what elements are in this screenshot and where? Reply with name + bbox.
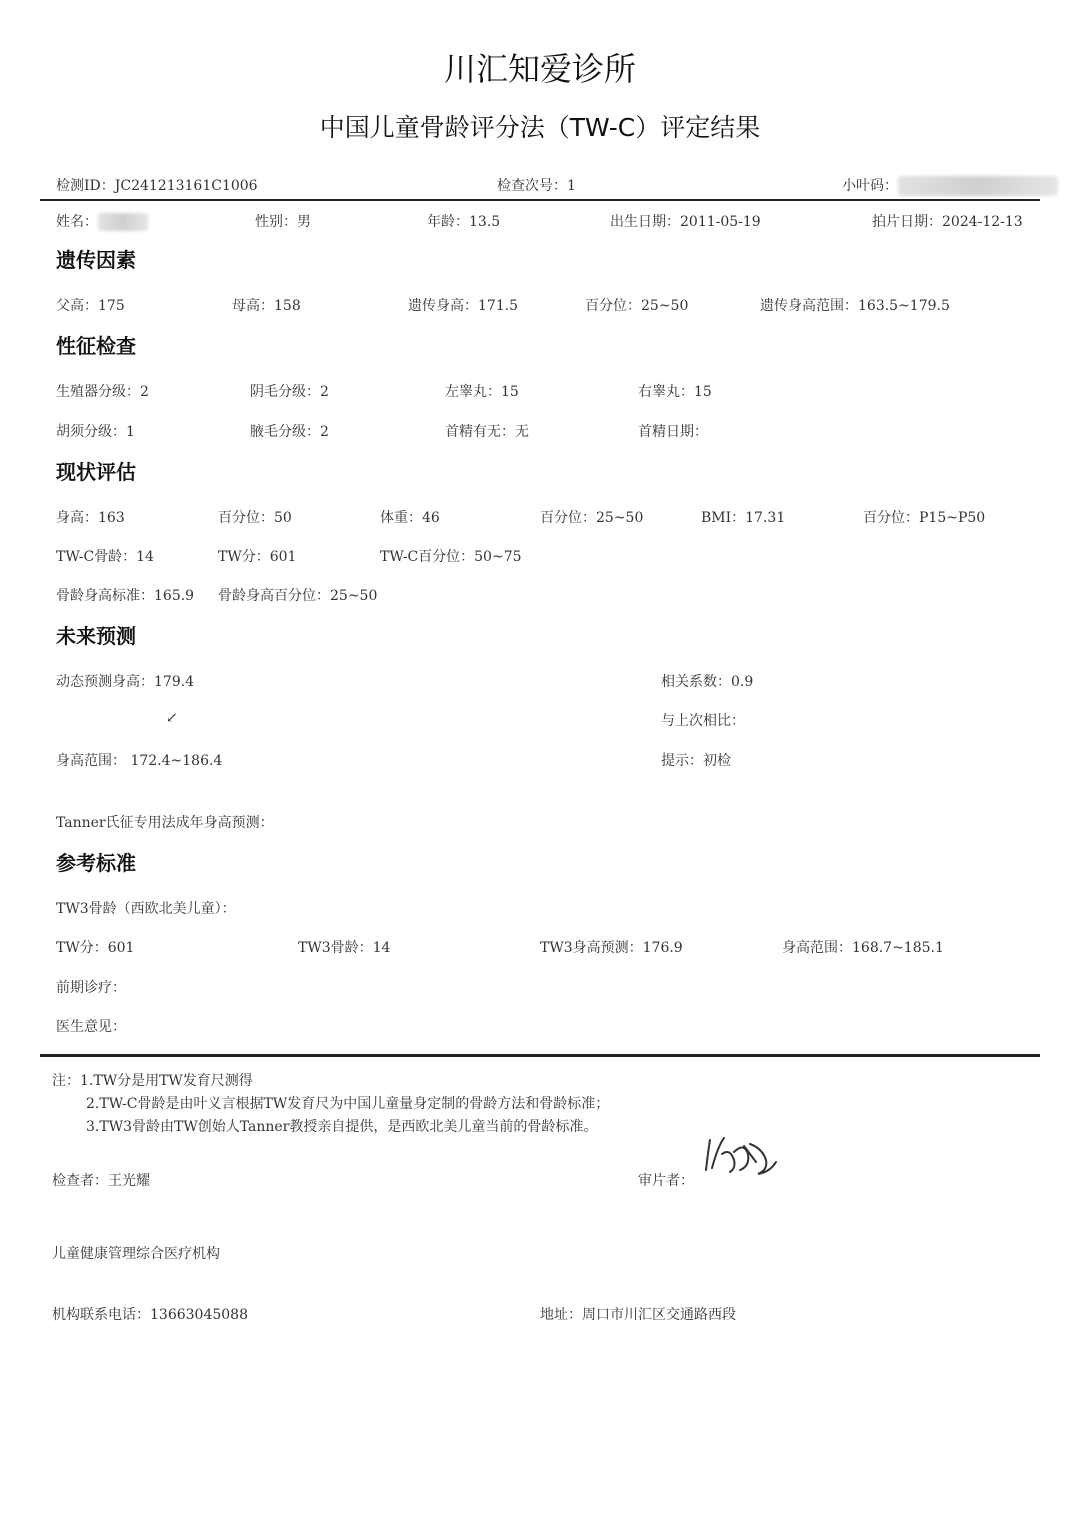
beard-grade: 胡须分级：1 — [56, 424, 135, 440]
genetic-height-range: 遗传身高范围：163.5~179.5 — [760, 298, 950, 314]
mother-height: 母高：158 — [232, 298, 301, 314]
current-heading: 现状评估 — [56, 460, 136, 484]
gender: 性别：男 — [255, 214, 311, 230]
correlation-coefficient: 相关系数：0.9 — [661, 674, 754, 690]
tw3-height-range: 身高范围：168.7~185.1 — [782, 940, 944, 956]
dynamic-predicted-height: 动态预测身高：179.4 — [56, 674, 195, 690]
note-3: 3.TW3骨龄由TW创始人Tanner教授亲自提供，是西欧北美儿童当前的骨龄标准。 — [86, 1119, 598, 1135]
report-title: 中国儿童骨龄评分法（TW-C）评定结果 — [319, 113, 761, 142]
reviewer-label: 审片者： — [638, 1173, 694, 1189]
note-1: 注：1.TW分是用TW发育尺测得 — [52, 1073, 253, 1089]
bmi-percentile: 百分位：P15~P50 — [863, 510, 986, 526]
twc-percentile: TW-C百分位：50~75 — [380, 549, 522, 565]
doctor-opinion: 医生意见： — [56, 1019, 126, 1035]
sexual-heading: 性征检查 — [56, 334, 136, 358]
twc-bone-age: TW-C骨龄：14 — [56, 549, 154, 565]
tw3-height-prediction: TW3身高预测：176.9 — [540, 940, 683, 956]
axillary-grade: 腋毛分级：2 — [250, 424, 329, 440]
reference-heading: 参考标准 — [56, 851, 136, 875]
age: 年龄：13.5 — [427, 214, 501, 230]
predicted-height-range: 身高范围： 172.4~186.4 — [56, 753, 223, 769]
genetic-heading: 遗传因素 — [56, 248, 136, 272]
height-percentile: 百分位：50 — [218, 510, 292, 526]
note-2: 2.TW-C骨龄是由叶义言根据TW发育尺为中国儿童量身定制的骨龄方法和骨龄标准； — [86, 1096, 610, 1112]
right-testis: 右睾丸：15 — [638, 384, 712, 400]
address: 地址：周口市川汇区交通路西段 — [540, 1307, 736, 1323]
contact-phone: 机构联系电话：13663045088 — [52, 1307, 248, 1323]
bone-height-standard: 骨龄身高标准：165.9 — [56, 588, 195, 604]
header-divider — [40, 199, 1040, 201]
prior-treatment: 前期诊疗： — [56, 980, 126, 996]
compare-last: 与上次相比： — [661, 713, 745, 729]
pubic-grade: 阴毛分级：2 — [250, 384, 329, 400]
tw3-title: TW3骨龄（西欧北美儿童）： — [56, 901, 236, 917]
shot-date: 拍片日期：2024-12-13 — [872, 214, 1023, 230]
bone-height-percentile: 骨龄身高百分位：25~50 — [218, 588, 378, 604]
institution-name: 儿童健康管理综合医疗机构 — [52, 1246, 220, 1262]
name-label: 姓名： — [56, 214, 98, 230]
height: 身高：163 — [56, 510, 125, 526]
weight: 体重：46 — [380, 510, 440, 526]
examiner: 检查者：王光耀 — [52, 1173, 150, 1189]
ref-tw-score: TW分：601 — [56, 940, 135, 956]
first-emission-date: 首精日期： — [638, 424, 708, 440]
tw-score: TW分：601 — [218, 549, 297, 565]
redacted-code — [898, 176, 1058, 196]
tw3-bone-age: TW3骨龄：14 — [298, 940, 391, 956]
check-count: 检查次号：1 — [497, 178, 576, 194]
bmi: BMI：17.31 — [701, 510, 786, 526]
clinic-name: 川汇知爱诊所 — [443, 50, 636, 88]
prediction-hint: 提示：初检 — [661, 753, 731, 769]
redacted-name — [98, 213, 148, 231]
first-emission: 首精有无：无 — [445, 424, 529, 440]
name-field — [56, 211, 148, 231]
trend-arrow-icon: ↙ — [166, 710, 178, 726]
genetic-percentile: 百分位：25~50 — [585, 298, 689, 314]
test-id: 检测ID：JC241213161C1006 — [56, 178, 258, 194]
code-label: 小叶码： — [842, 178, 898, 194]
notes-divider — [40, 1054, 1040, 1057]
birth-date: 出生日期：2011-05-19 — [610, 214, 761, 230]
left-testis: 左睾丸：15 — [445, 384, 519, 400]
future-heading: 未来预测 — [56, 624, 136, 648]
code-field — [842, 175, 1058, 196]
reviewer-signature — [700, 1132, 780, 1182]
tanner-prediction: Tanner氏征专用法成年身高预测： — [56, 815, 274, 831]
genetic-height: 遗传身高：171.5 — [408, 298, 519, 314]
father-height: 父高：175 — [56, 298, 125, 314]
genital-grade: 生殖器分级：2 — [56, 384, 149, 400]
weight-percentile: 百分位：25~50 — [540, 510, 644, 526]
